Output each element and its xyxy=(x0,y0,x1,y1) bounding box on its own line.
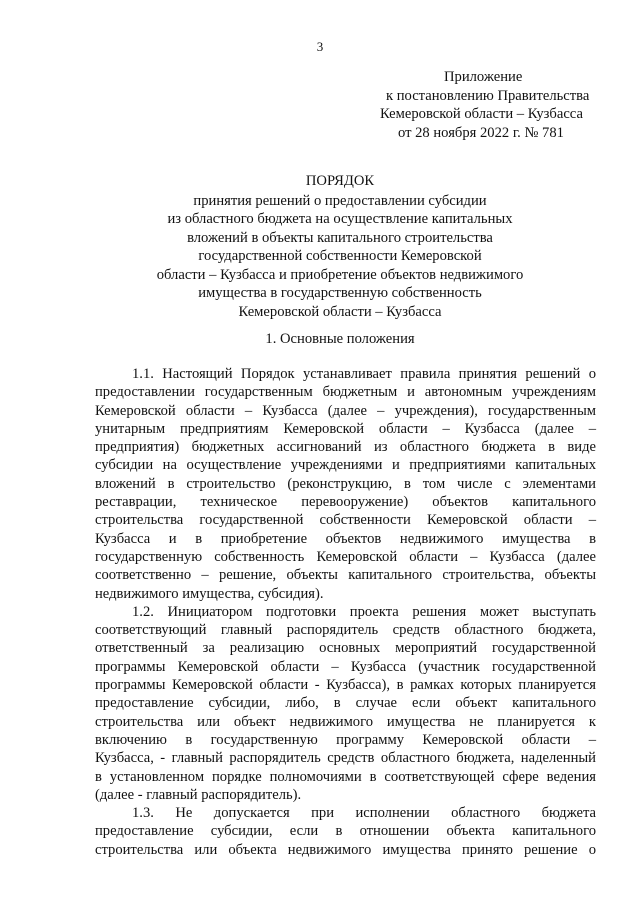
title-line: принятия решений о предоставлении субсидии xyxy=(193,192,487,209)
body-line: в установленном порядке полномочиями в соответствующей сфере ведения xyxy=(95,768,596,785)
appendix-block xyxy=(378,68,600,142)
title-heading: ПОРЯДОК xyxy=(305,173,375,189)
body-line: субсидии на осуществление учреждениями и предприятиями капитальных xyxy=(95,457,596,474)
body-line: предприятия) бюджетных ассигнований из областного бюджета в виде xyxy=(95,439,596,456)
section-heading: 1. Основные положения xyxy=(265,331,415,347)
body-line: включению в государственную программу Кемеровской области – xyxy=(95,731,596,748)
body-line: предоставлении государственным бюджетным и автономным учреждениям xyxy=(95,384,596,401)
body-line: программы Кемеровской области – Кузбасса (участник государственной xyxy=(95,658,596,675)
body-line: 1.3. Не допускается при исполнении областного бюджета xyxy=(132,805,596,822)
title-line: из областного бюджета на осуществление капитальных xyxy=(167,211,513,227)
body-line: государственную собственность Кемеровской области – Кузбасса (далее xyxy=(95,548,596,565)
body-line: предоставление субсидии, если в отношении объекта капитального xyxy=(95,823,596,840)
body-line: строительства или объекта недвижимого имущества принято решение о xyxy=(95,841,596,858)
body-line: строительства государственной собственности Кемеровской области – xyxy=(95,512,596,529)
body-line: (далее - главный распорядитель). xyxy=(95,786,302,803)
title-line: государственной собственности Кемеровской xyxy=(198,248,482,264)
page-number: 3 xyxy=(316,39,324,54)
body-line: соответственно – решение, объекты капитального строительства, объекты xyxy=(95,567,596,584)
body-line: Кемеровской области – Кузбасса (далее – учреждения), государственным xyxy=(95,402,596,419)
appendix-line: к постановлению Правительства xyxy=(386,87,590,104)
title-line: Кемеровской области – Кузбасса xyxy=(238,303,442,320)
appendix-line: Приложение xyxy=(444,69,523,85)
body-line: недвижимого имущества, субсидия). xyxy=(95,585,324,602)
body-line: предоставление субсидии, либо, в случае если объект капитального xyxy=(95,695,596,712)
body-line: Кузбасса и в приобретение объектов недвижимого имущества в xyxy=(95,530,596,547)
body-text xyxy=(95,365,596,859)
body-line: 1.2. Инициатором подготовки проекта решения может выступать xyxy=(132,603,596,620)
body-line: строительства или объект недвижимого имущества не планируется к xyxy=(95,713,596,730)
title-line: вложений в объекты капитального строительства xyxy=(187,229,493,246)
body-line: реставрации, техническое перевооружение) объектов капитального xyxy=(95,494,596,511)
title-line: имущества в государственную собственность xyxy=(198,285,482,301)
appendix-line: Кемеровской области – Кузбасса xyxy=(380,106,583,122)
appendix-line: от 28 ноября 2022 г. № 781 xyxy=(398,124,564,141)
body-line: программы Кемеровской области - Кузбасса), в рамках которых планируется xyxy=(95,677,596,694)
body-line: Кузбасса, - главный распорядитель средств областного бюджета, наделенный xyxy=(95,750,596,767)
body-line: соответствующий главный распорядитель средств областного бюджета, xyxy=(95,622,596,639)
body-line: вложений в строительство (реконструкцию, в том числе с элементами xyxy=(95,475,596,492)
body-line: 1.1. Настоящий Порядок устанавливает правила принятия решений о xyxy=(132,366,596,382)
title-line: области – Кузбасса и приобретение объектов недвижимого xyxy=(156,266,524,283)
body-line: ответственный за реализацию основных мероприятий государственной xyxy=(95,640,596,657)
document-title xyxy=(95,172,585,321)
body-line: унитарным предприятиям Кемеровской области – Кузбасса (далее – xyxy=(95,420,596,437)
